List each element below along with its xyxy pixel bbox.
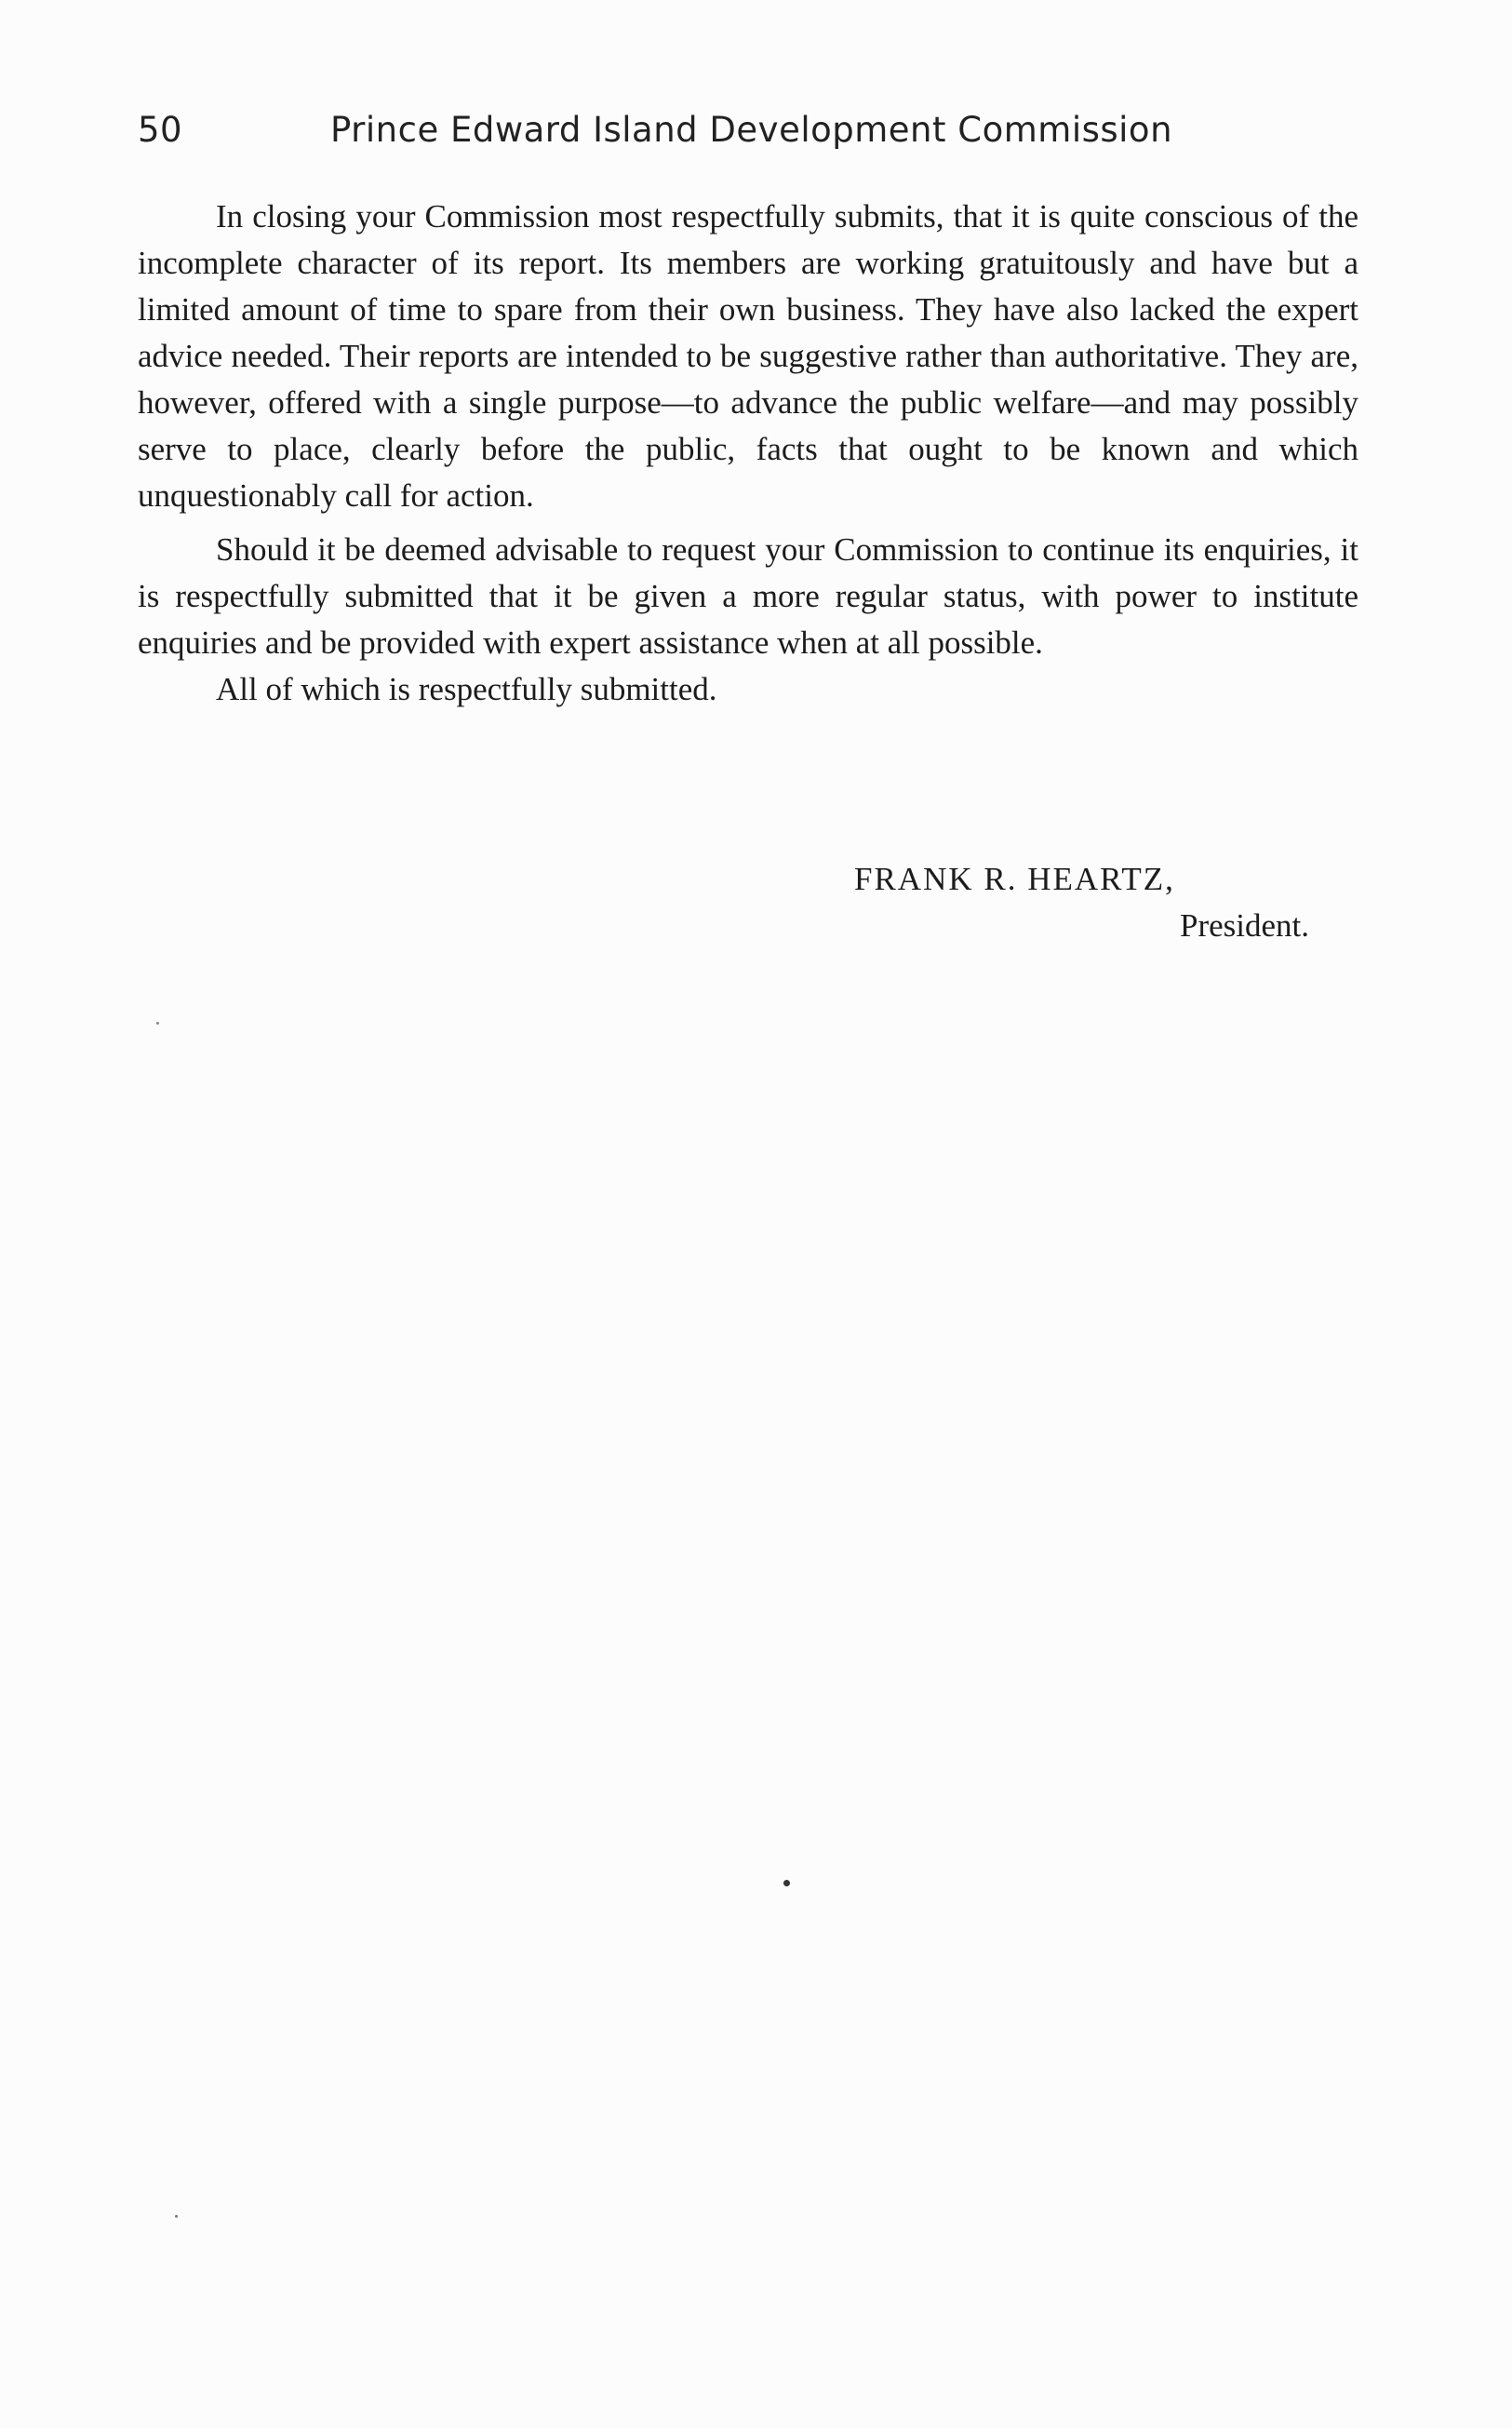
- paragraph: In closing your Commission most respectfully submits, that it is quite conscious of the incomplete character of its report. Its members are working gratuitously and have but a limited amount of time to spare from their own business. They have also lacked the expert advice needed. Their reports are intended to be suggestive rather than authoritative. They are, however, offered with a single purpose—to advance the public welfare—and may possibly serve to place, clearly before the public, facts that ought to be known and which unquestionably call for action.: [138, 198, 1358, 514]
- paragraph: All of which is respectfully submitted.: [216, 671, 717, 707]
- running-header: [138, 110, 1191, 166]
- signature-block: [138, 856, 1358, 949]
- signatory-name: FRANK R. HEARTZ,: [854, 861, 1175, 897]
- ink-speck: [156, 1022, 159, 1025]
- page-number: 50: [138, 110, 183, 150]
- signatory-title: President.: [1180, 907, 1310, 944]
- body-text: [138, 194, 1358, 713]
- ink-speck: [175, 2215, 178, 2218]
- running-title: Prince Edward Island Development Commission: [330, 110, 1173, 150]
- ink-speck: [783, 1880, 790, 1886]
- paragraph: Should it be deemed advisable to request your Commission to continue its enquiries, it is respectfully submitted that it be given a more regular status, with power to institute enquiries and be provided with expert assistance when at all possible.: [138, 531, 1358, 661]
